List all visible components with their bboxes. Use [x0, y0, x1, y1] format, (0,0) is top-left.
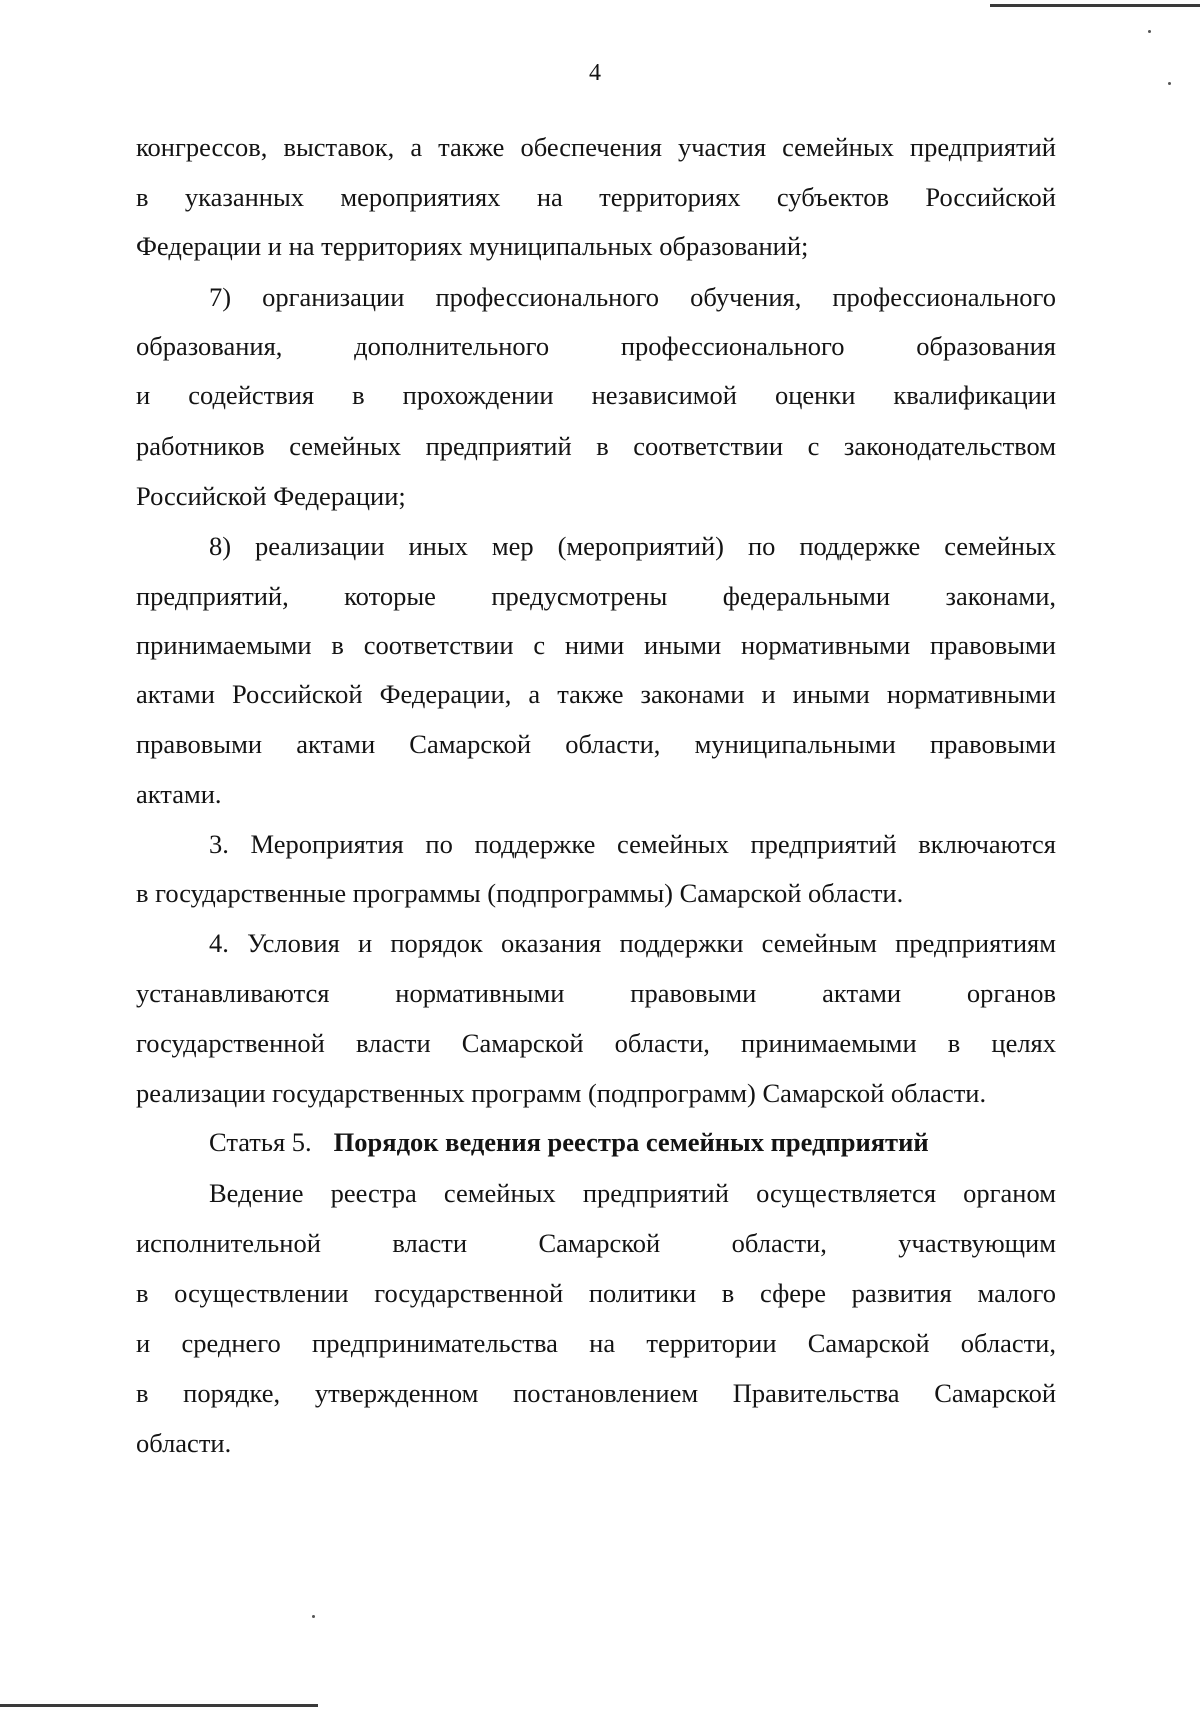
text-line: и содействия в прохождении независимой оценки квалификации — [136, 380, 1056, 410]
text-line: работников семейных предприятий в соответствии с законодательством — [136, 431, 1056, 461]
article-heading — [209, 1125, 1109, 1159]
text-line: предприятий, которые предусмотрены федеральными законами, — [136, 581, 1056, 611]
text-line: исполнительной власти Самарской области, участвующим — [136, 1228, 1056, 1258]
text-line: области. — [136, 1428, 232, 1458]
scan-speck — [312, 1615, 315, 1618]
text-line: в указанных мероприятиях на территориях субъектов Российской — [136, 182, 1056, 212]
text-line: в государственные программы (подпрограммы) Самарской области. — [136, 878, 904, 908]
list-item-7-line: 7) организации профессионального обучения, профессионального — [209, 282, 1056, 312]
text-line: принимаемыми в соответствии с ними иными нормативными правовыми — [136, 630, 1056, 660]
scan-edge-line-bottom — [0, 1704, 318, 1707]
article-text-line: Ведение реестра семейных предприятий осуществляется органом — [209, 1178, 1056, 1208]
article-title: Порядок ведения реестра семейных предприятий — [333, 1127, 929, 1157]
article-label: Статья 5. — [209, 1127, 312, 1157]
text-line: правовыми актами Самарской области, муниципальными правовыми — [136, 729, 1056, 759]
text-line: в порядке, утвержденном постановлением Правительства Самарской — [136, 1378, 1056, 1408]
text-line: реализации государственных программ (подпрограмм) Самарской области. — [136, 1078, 987, 1108]
text-line: государственной власти Самарской области, принимаемыми в целях — [136, 1028, 1056, 1058]
text-line: Федерации и на территориях муниципальных образований; — [136, 231, 809, 261]
text-line: актами Российской Федерации, а также законами и иными нормативными — [136, 679, 1056, 709]
scan-edge-line-top — [990, 4, 1200, 7]
list-item-8-line: 8) реализации иных мер (мероприятий) по поддержке семейных — [209, 531, 1056, 561]
paragraph-3-line: 3. Мероприятия по поддержке семейных предприятий включаются — [209, 829, 1056, 859]
paragraph-4-line: 4. Условия и порядок оказания поддержки семейным предприятиям — [209, 928, 1056, 958]
text-line: Российской Федерации; — [136, 481, 406, 511]
text-line: устанавливаются нормативными правовыми актами органов — [136, 978, 1056, 1008]
scan-speck — [1148, 30, 1151, 33]
text-line: образования, дополнительного профессионального образования — [136, 331, 1056, 361]
text-line: конгрессов, выставок, а также обеспечения участия семейных предприятий — [136, 132, 1056, 162]
text-line: и среднего предпринимательства на территории Самарской области, — [136, 1328, 1056, 1358]
text-line: актами. — [136, 779, 222, 809]
text-line: в осуществлении государственной политики в сфере развития малого — [136, 1278, 1056, 1308]
page-number: 4 — [589, 60, 601, 86]
